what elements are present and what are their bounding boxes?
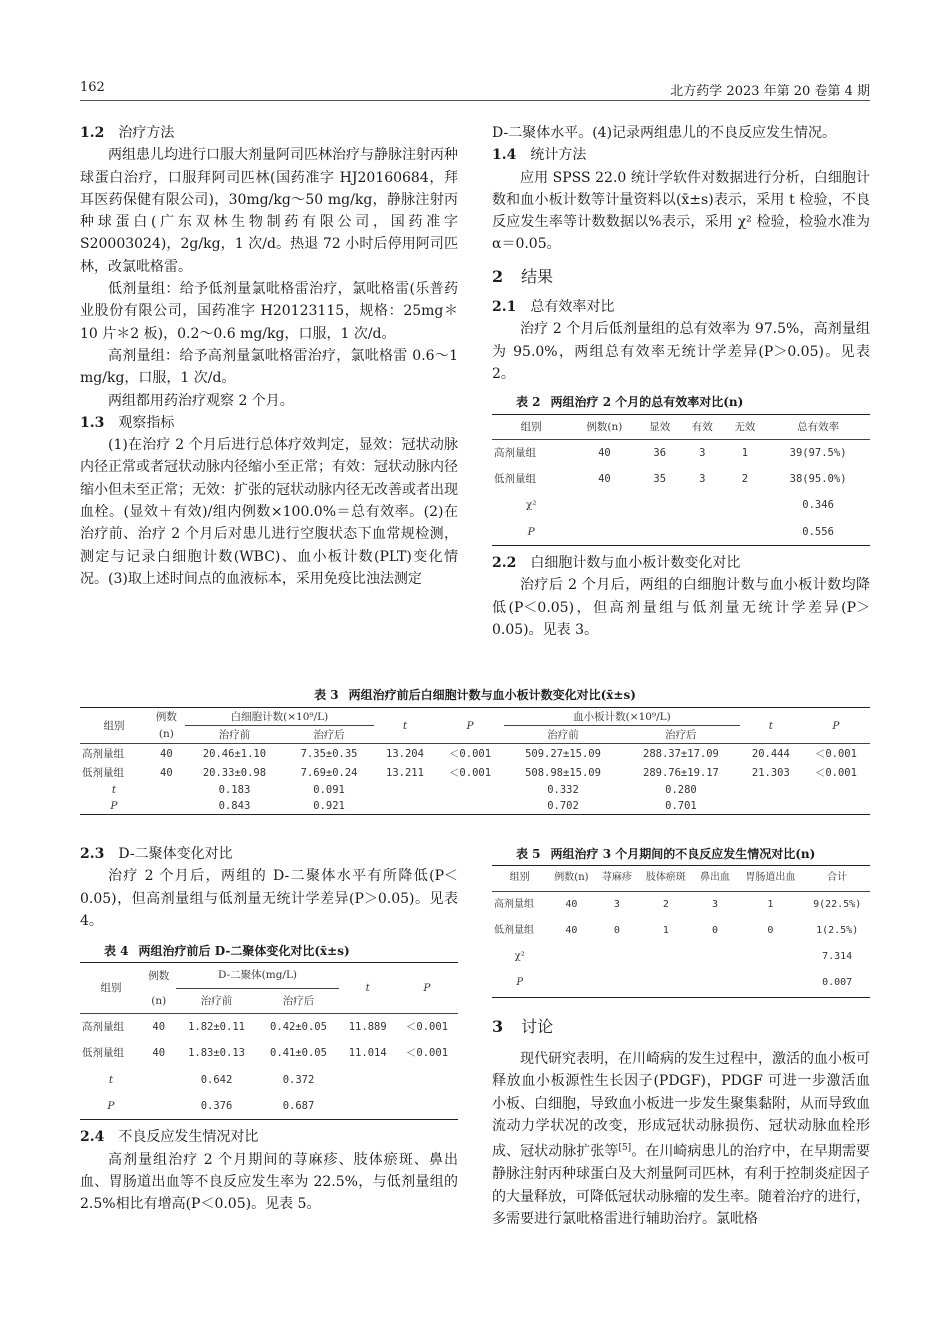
table-header: 治疗后 — [284, 726, 374, 744]
table-4: 表 4 两组治疗前后 D-二聚体变化对比(x̄±s) 组别 例数 D-二聚体(mg/L) t P (n) 治疗前 治疗后 高剂量组 40 1.82±0.11 0.42±0.05 11.889 ＜0.001 低剂量组 40 1.83±0.13 0.41±0.05 11.014 ＜0.001 t 0.642 0.372 P 0.376 0.687 — [80, 940, 458, 1120]
section-heading: 2.1 总有效率对比 — [492, 299, 615, 316]
table-header: 白细胞计数(×10⁹/L) — [185, 708, 374, 726]
page-number: 162 — [80, 80, 105, 95]
paragraph: 应用 SPSS 22.0 统计学软件对数据进行分析，白细胞计数和血小板计数等计量资料以(x̄±s)表示，采用 t 检验，不良反应发生率等计数数据以%表示，采用 χ² 检验，检验水准为 α＝0.05。 — [492, 169, 870, 253]
table-row: 高剂量组 40 36 3 1 39(97.5%) — [494, 446, 847, 459]
table-row: 高剂量组 40 1.82±0.11 0.42±0.05 11.889 ＜0.001 — [82, 1021, 449, 1034]
left-column-bottom — [80, 843, 458, 1215]
table-row: 低剂量组 40 35 3 2 38(95.0%) — [494, 473, 847, 486]
table-4-grid — [80, 962, 458, 1120]
table-header: (n) — [148, 726, 185, 744]
table-5: 表 5 两组治疗 3 个月期间的不良反应发生情况对比(n) 组别 例数(n) 荨麻疹 肢体瘀斑 鼻出血 胃肠道出血 合计 高剂量组 40 3 2 3 1 9(22.5%) 低剂量组 40 0 1 0 0 1(2.5%) χ² 7.314 P 0.007 — [492, 843, 870, 998]
journal-title: 北方药学 2023 年第 20 卷第 4 期 — [670, 84, 870, 99]
right-column-bottom — [492, 843, 870, 1230]
table-header: 肢体瘀斑 — [645, 872, 686, 884]
table-3: 表 3 两组治疗前后白细胞计数与血小板计数变化对比(x̄±s) 组别 例数 白细胞计数(×10⁹/L) t P 血小板计数(×10⁹/L) t P (n) 治疗前 治疗后 治疗前 治疗后 高剂量组 40 20.46±1.10 7.35±0.35 13.204 ＜0.001 509.27±15.09 288.37±17.09 20.444 ＜0.001 低剂量组 40 20.33±0.98 7.69±0.24 13.211 ＜0.001 508.98±15.09 289.76±19.17 21.303 ＜0.001 t 0.183 0.091 0.332 0.280 P 0.843 0.921 0.702 0.701 — [80, 686, 870, 815]
table-header: 例数(n) — [586, 420, 623, 433]
table-row: 低剂量组 40 20.33±0.98 7.69±0.24 13.211 ＜0.001 508.98±15.09 289.76±19.17 21.303 ＜0.001 — [82, 766, 857, 779]
table-row: P 0.556 — [492, 519, 870, 546]
table-2: 表 2 两组治疗 2 个月的总有效率对比(n) 组别 例数(n) 显效 有效 无效 总有效率 高剂量组 40 36 3 1 39(97.5%) 低剂量组 40 35 3 2 38(95.0%) χ² 0.346 P 0.556 — [492, 391, 870, 546]
table-header: 无效 — [734, 420, 756, 433]
section-heading: 3 讨论 — [492, 1016, 554, 1036]
table-header: 合计 — [827, 872, 848, 884]
table-3-grid — [80, 707, 870, 815]
table-header: t — [740, 708, 802, 744]
table-header: 组别 — [80, 963, 142, 1014]
table-header: 例数 — [148, 969, 170, 982]
section-heading: 2.3 D-二聚体变化对比 — [80, 846, 233, 862]
paragraph: 两组都用药治疗观察 2 个月。 — [108, 392, 294, 409]
left-column-top — [80, 122, 458, 590]
table-header: 荨麻疹 — [601, 872, 632, 884]
table-header: 治疗前 — [176, 988, 258, 1013]
paragraph: 治疗 2 个月后，两组的 D-二聚体水平有所降低(P＜0.05)，但高剂量组与低剂量无统计学差异(P＞0.05)。见表 4。 — [80, 868, 458, 929]
table-row: 低剂量组 40 1.83±0.13 0.41±0.05 11.014 ＜0.001 — [82, 1047, 449, 1060]
table-header: 例数(n) — [554, 872, 589, 884]
table-2-grid — [492, 414, 870, 546]
table-row: χ² 7.314 — [514, 951, 853, 963]
paragraph: 高剂量组：给予高剂量氯吡格雷治疗，氯吡格雷 0.6～1 mg/kg，口服，1 次/d。 — [80, 347, 458, 387]
page-header — [80, 78, 870, 101]
paragraph: 治疗后 2 个月后，两组的白细胞计数与血小板计数均降低(P＜0.05)，但高剂量组与低剂量无统计学差异(P＞0.05)。见表 3。 — [492, 577, 870, 638]
table-header: 组别 — [80, 708, 148, 744]
paragraph: 低剂量组：给予低剂量氯吡格雷治疗，氯吡格雷(乐普药业股份有限公司，国药准字 H20123115，规格：25mg＊10 片＊2 板)，0.2～0.6 mg/kg，口服，1 次/d。 — [80, 281, 458, 342]
table-header: P — [802, 708, 870, 744]
table-header: P — [396, 963, 458, 1014]
section-heading: 2 结果 — [492, 266, 554, 286]
table-row: P 0.843 0.921 0.702 0.701 — [80, 798, 870, 815]
table-header: 有效 — [691, 420, 713, 433]
table-header: t — [374, 708, 436, 744]
paragraph: 治疗 2 个月后低剂量组的总有效率为 97.5%，高剂量组为 95.0%，两组总有效率无统计学差异(P＞0.05)。见表 2。 — [492, 321, 870, 382]
section-heading: 2.4 不良反应发生情况对比 — [80, 1129, 259, 1146]
paragraph: 两组患儿均进行口服大剂量阿司匹林治疗与静脉注射丙种球蛋白治疗，口服拜阿司匹林(国药准字 HJ20160684，拜耳医药保健有限公司)，30mg/kg～50 mg/kg，静脉注射丙种球蛋白(广东双林生物制药有限公司，国药准字 S20003024)，2g/kg，1 次/d。热退 72 小时后停用阿司匹林，改氯吡格雷。 — [80, 147, 458, 275]
table-header: D-二聚体(mg/L) — [176, 963, 340, 988]
table-header: 总有效率 — [797, 420, 840, 433]
table-row: t 0.642 0.372 — [108, 1073, 315, 1086]
table-header: 治疗后 — [622, 726, 740, 744]
right-column-top — [492, 122, 870, 641]
table-row: t 0.183 0.091 0.332 0.280 — [111, 784, 697, 796]
table-5-grid — [492, 865, 870, 997]
section-heading: 1.4 统计方法 — [492, 147, 587, 164]
citation: [5] — [618, 1143, 632, 1154]
table-header: 鼻出血 — [699, 872, 730, 884]
table-row: 低剂量组 40 0 1 0 0 1(2.5%) — [494, 924, 859, 936]
table-row: 高剂量组 40 20.46±1.10 7.35±0.35 13.204 ＜0.001 509.27±15.09 288.37±17.09 20.444 ＜0.001 — [82, 747, 857, 760]
table-header: 治疗后 — [258, 988, 340, 1013]
paragraph: 现代研究表明，在川崎病的发生过程中，激活的血小板可释放血小板源性生长因子(PDGF)，PDGF 可进一步激活血小板、白细胞，导致血小板进一步发生聚集黏附，从而导致血流动力学状况的改变，形成冠状动脉损伤、冠状动脉血栓形成、冠状动脉扩张等[5]。在川崎病患儿的治疗中，在早期需要静脉注射丙种球蛋白及大剂量阿司匹林，有利于控制炎症因子的大量释放，可降低冠状动脉瘤的发生率。随着治疗的进行，多需要进行氯吡格雷进行辅助治疗。氯吡格 — [492, 1051, 871, 1227]
table-row: P 0.007 — [492, 970, 870, 997]
table-header: t — [339, 963, 395, 1014]
section-heading: 1.2 治疗方法 — [80, 125, 175, 141]
table-header: 例数 — [155, 711, 177, 724]
table-header: 组别 — [520, 420, 542, 433]
table-header: P — [436, 708, 504, 744]
section-heading: 1.3 观察指标 — [80, 414, 175, 431]
table-header: (n) — [142, 988, 176, 1013]
section-heading: 2.2 白细胞计数与血小板计数变化对比 — [492, 555, 741, 572]
table-header: 治疗前 — [185, 726, 284, 744]
table-header: 组别 — [509, 872, 530, 884]
table-header: 显效 — [649, 420, 671, 433]
table-header: 治疗前 — [504, 726, 622, 744]
table-header: 血小板计数(×10⁹/L) — [504, 708, 740, 726]
table-row: 高剂量组 40 3 2 3 1 9(22.5%) — [494, 898, 862, 910]
paragraph: 高剂量组治疗 2 个月期间的荨麻疹、肢体瘀斑、鼻出血、胃肠道出血等不良反应发生率为 22.5%，与低剂量组的 2.5%相比有增高(P＜0.05)。见表 5。 — [80, 1151, 458, 1213]
paragraph: D-二聚体水平。(4)记录两组患儿的不良反应发生情况。 — [492, 125, 837, 141]
table-row: χ² 0.346 — [525, 499, 834, 512]
table-row: P 0.376 0.687 — [80, 1093, 458, 1120]
paragraph: (1)在治疗 2 个月后进行总体疗效判定，显效：冠状动脉内径正常或者冠状动脉内径缩小至正常；有效：冠状动脉内径缩小但未至正常；无效：扩张的冠状动脉内径无改善或者出现血栓。(显效＋有效)/组内例数×100.0%＝总有效率。(2)在治疗前、治疗 2 个月后对患儿进行空腹状态下血常规检测，测定与记录白细胞计数(WBC)、血小板计数(PLT)变化情况。(3)取上述时间点的血液标本，采用免疫比浊法测定 — [80, 437, 458, 587]
table-header: 胃肠道出血 — [745, 872, 796, 884]
